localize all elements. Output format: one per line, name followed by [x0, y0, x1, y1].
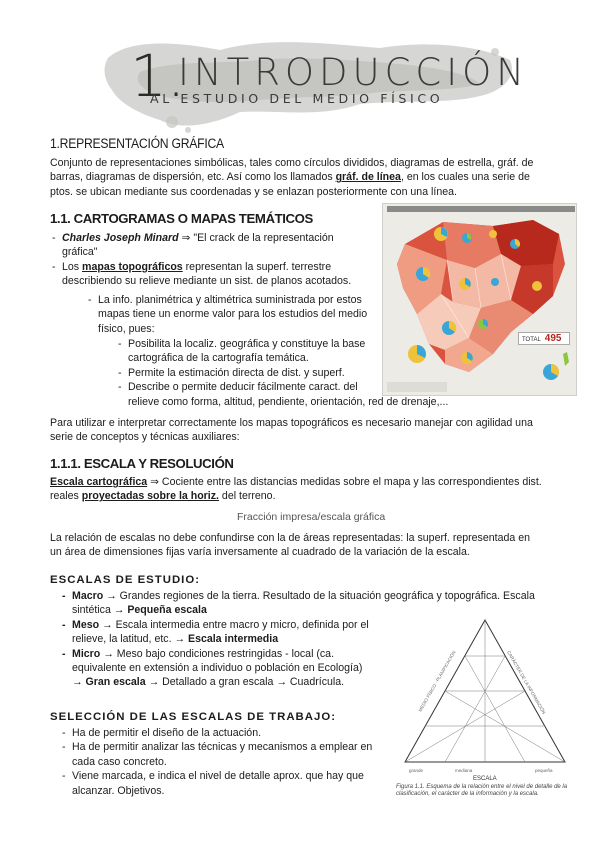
- list-item-cont: gráfica": [62, 246, 98, 259]
- seleccion-list: [62, 726, 373, 798]
- intro-line: barras, diagramas de dispersión, etc. Así como los llamados gráf. de línea, en los cuales una serie de: [50, 171, 530, 184]
- section-heading-representacion: 1.REPRESENTACIÓN GRÁFICA: [50, 136, 224, 152]
- svg-text:MEDIO FÍSICO · PLANIFICACIÓN: MEDIO FÍSICO · PLANIFICACIÓN: [417, 649, 457, 713]
- section-intro: [50, 156, 560, 199]
- relacion-line: La relación de escalas no debe confundirse con la de áreas representadas: la superf. representada en: [50, 532, 530, 544]
- escala-line: Escala cartográfica ⇒ Cociente entre las distancias medidas sobre el mapa y las correspondientes dist.: [50, 476, 542, 488]
- list-item-cont: cada caso concreto.: [72, 755, 167, 768]
- para-line: serie de conceptos y técnicas auxiliares:: [50, 431, 240, 444]
- map-total-label: TOTAL: [522, 337, 541, 343]
- term-escala-cartografica: Escala cartográfica: [50, 476, 148, 488]
- map-graphic: [383, 204, 577, 396]
- svg-text:pequeña: pequeña: [535, 768, 553, 773]
- thematic-map-figure: [382, 203, 577, 396]
- cartogramas-list: [52, 231, 352, 289]
- relacion-paragraph: [50, 531, 570, 560]
- heading-escalas-estudio: ESCALAS DE ESTUDIO:: [50, 574, 201, 586]
- list-item: - Ha de permitir analizar las técnicas y mecanismos a emplear en: [62, 741, 373, 754]
- escala-line: reales proyectadas sobre la horiz. del terreno.: [50, 490, 276, 503]
- intro-line: Conjunto de representaciones simbólicas, tales como círculos divididos, diagramas de estrella, gráf. de: [50, 157, 534, 169]
- list-item-cont: cartográfica de la cartografía temática.: [128, 352, 309, 365]
- relacion-line: un área de dimensiones fijas varía inversamente al cuadrado de la variación de la escala.: [50, 546, 470, 559]
- list-item-cont: relieve como forma, altitud, pendiente, orientación, red de drenaje,...: [128, 395, 449, 408]
- svg-text:grande: grande: [409, 768, 424, 773]
- list-item-macro: - Macro → Grandes regiones de la tierra. Resultado de la situación geográfica y topográfica. Escala: [62, 590, 535, 602]
- chapter-subtitle: AL ESTUDIO DEL MEDIO FÍSICO: [150, 91, 444, 106]
- section-heading-cartogramas: 1.1. CARTOGRAMAS O MAPAS TEMÁTICOS: [50, 211, 313, 226]
- triangle-graphic: [395, 612, 575, 787]
- map-total-value: 495: [544, 333, 562, 344]
- map-total-box: [518, 332, 570, 345]
- list-item-micro: - Micro → Meso bajo condiciones restringidas - local (ca.: [62, 647, 335, 660]
- svg-text:CARÁCTER DE LA INFORMACIÓN: CARÁCTER DE LA INFORMACIÓN: [506, 650, 547, 715]
- list-item-cont: mapas tiene un enorme valor para los estudios del medio: [98, 308, 368, 321]
- term-proyectadas: proyectadas sobre la horiz.: [81, 490, 219, 503]
- list-item: - Permite la estimación directa de dist. y superf.: [118, 366, 345, 379]
- list-item: - Charles Joseph Minard ⇒ "El crack de la representación: [52, 232, 334, 244]
- list-item: - La info. planimétrica y altimétrica suministrada por estos: [88, 294, 362, 306]
- list-item: - Posibilita la localiz. geográfica y constituye la base: [118, 338, 366, 350]
- list-item-cont: → Gran escala → Detallado a gran escala → Cuadrícula.: [72, 676, 345, 689]
- list-item-cont: sintética → Pequeña escala: [72, 604, 207, 617]
- list-item-cont: físico, pues:: [98, 322, 155, 335]
- triangle-caption: Figura 1.1. Esquema de la relación entre el nivel de detalle de la clasificación, el carácter de la información y la escala.: [396, 784, 568, 797]
- list-item: - Ha de permitir el diseño de la actuación.: [62, 727, 262, 739]
- section-heading-escala: 1.1.1. ESCALA Y RESOLUCIÓN: [50, 456, 234, 471]
- list-item-cont: equivalente en extensión a individuo o población en Ecología): [72, 662, 363, 675]
- list-item: - Describe o permite deducir fácilmente caract. del: [118, 381, 358, 394]
- chapter-title: INTRODUCCIÓN: [178, 51, 529, 94]
- page-header: [100, 30, 529, 140]
- list-item: - Viene marcada, e indica el nivel de detalle aprox. que hay que: [62, 770, 364, 783]
- list-item-meso: - Meso → Escala intermedia entre macro y micro, definida por el: [62, 618, 369, 631]
- para-line: Para utilizar e interpretar correctamente los mapas topográficos es necesario manejar con agilidad una: [50, 417, 533, 429]
- list-item-cont: describiendo su relieve mediante un sist. de planos acotados.: [62, 275, 352, 288]
- heading-seleccion: SELECCIÓN DE LAS ESCALAS DE TRABAJO:: [50, 711, 336, 723]
- list-item-cont: relieve, la latitud, etc. → Escala intermedia: [72, 633, 279, 646]
- list-item: - Los mapas topográficos representan la superf. terrestre: [52, 260, 332, 273]
- term-graf-linea: gráf. de línea: [335, 171, 401, 184]
- term-mapas-topograficos: mapas topográficos: [82, 260, 183, 273]
- fraccion-label: Fracción impresa/escala gráfica: [237, 511, 386, 523]
- minard-name: Charles Joseph Minard: [62, 232, 179, 244]
- chapter-number: 1.: [130, 42, 186, 110]
- triangle-axis-label: ESCALA: [473, 776, 497, 782]
- intro-line: ptos. se ubican mediante sus coordenadas y se enlazan posteriormente con una línea.: [50, 185, 457, 198]
- escala-definition: [50, 475, 570, 504]
- para-topograficos: [50, 416, 570, 445]
- scale-triangle-diagram: [395, 612, 575, 787]
- info-list: [88, 293, 368, 336]
- svg-text:mediana: mediana: [455, 768, 473, 773]
- list-item-cont: alcanzar. Objetivos.: [72, 784, 165, 797]
